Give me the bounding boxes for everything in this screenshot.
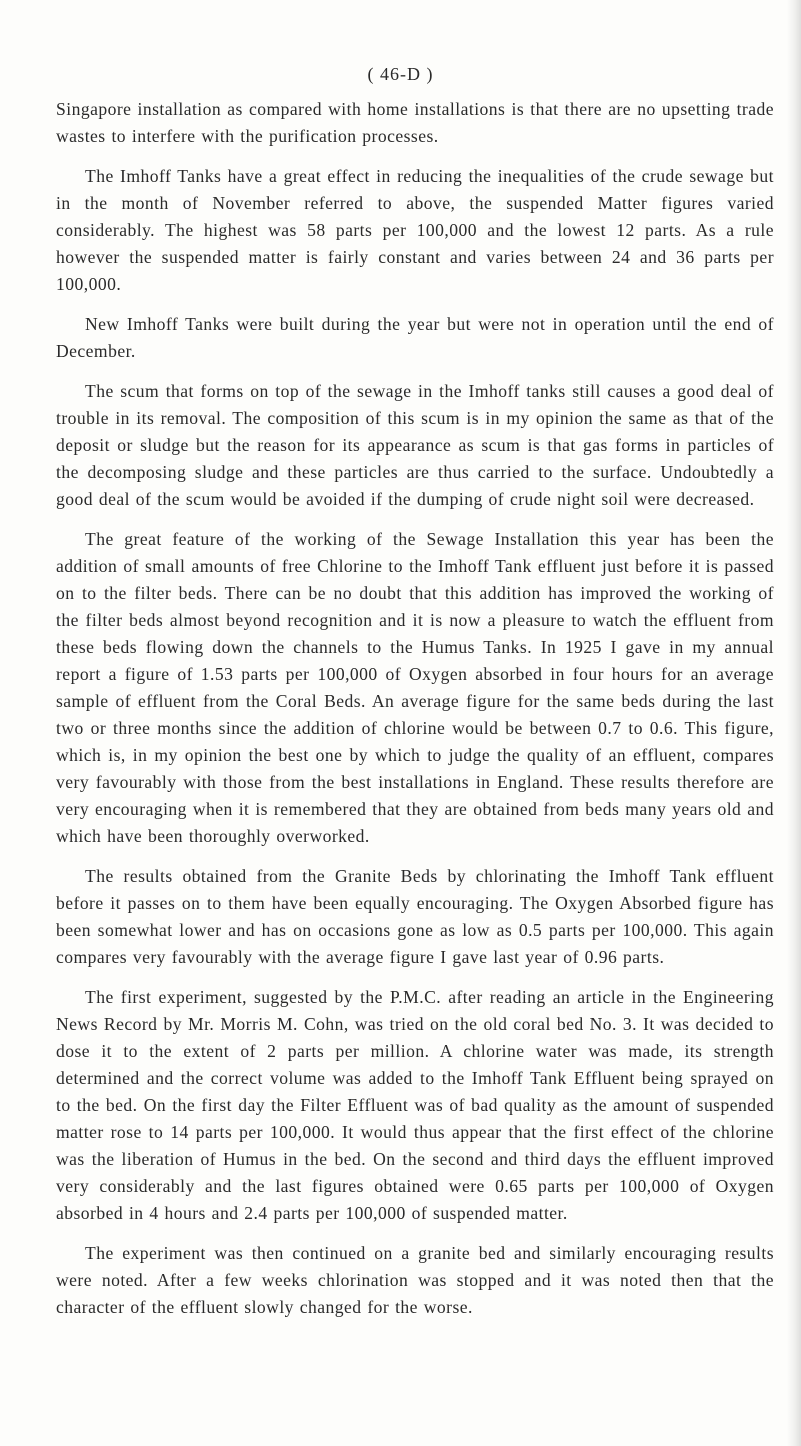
paragraph-continued-experiment: The experiment was then continued on a granite bed and similarly encouraging results were noted. After a few weeks chlorination was stopped and it was noted then that the character of the effluent slowly changed for the worse. (56, 1243, 774, 1317)
paragraph-continuation: Singapore installation as compared with home installations is that there are no upsetting trade wastes to interfere with the purification processes. (56, 99, 774, 146)
paragraph-chlorine-feature: The great feature of the working of the Sewage Installation this year has been the addition of small amounts of free Chlorine to the Imhoff Tank effluent just before it is passed on to the filter beds. There can be no doubt that this addition has improved the working of the filter beds almost beyond recognition and it is now a pleasure to watch the effluent from these beds flowing down the channels to the Humus Tanks. In 1925 I gave in my annual report a figure of 1.53 parts per 100,000 of Oxygen absorbed in four hours for an average sample of effluent from the Coral Beds. An average figure for the same beds during the last two or three months since the addition of chlorine would be between 0.7 to 0.6. This figure, which is, in my opinion the best one by which to judge the quality of an effluent, compares very favourably with those from the best installations in England. These results therefore are very encouraging when it is remembered that they are obtained from beds many years old and which have been thoroughly overworked. (56, 529, 774, 846)
page-number-header: ( 46-D ) (367, 64, 434, 84)
paragraph-new-tanks: New Imhoff Tanks were built during the year but were not in operation until the end of December. (56, 314, 774, 361)
paragraph-granite-beds: The results obtained from the Granite Beds by chlorinating the Imhoff Tank effluent before it passes on to them have been equally encouraging. The Oxygen Absorbed figure has been somewhat lower and has on occasions gone as low as 0.5 parts per 100,000. This again compares very favourably with the average figure I gave last year of 0.96 parts. (56, 866, 774, 967)
paragraph-scum: The scum that forms on top of the sewage in the Imhoff tanks still causes a good deal of trouble in its removal. The composition of this scum is in my opinion the same as that of the deposit or sludge but the reason for its appearance as scum is that gas forms in particles of the decomposing sludge and these particles are thus carried to the surface. Undoubtedly a good deal of the scum would be avoided if the dumping of crude night soil were decreased. (56, 381, 774, 509)
document-body (56, 96, 774, 1334)
page-edge-shadow (787, 0, 801, 1446)
paragraph-imhoff-tanks: The Imhoff Tanks have a great effect in reducing the inequalities of the crude sewage but in the month of November referred to above, the suspended Matter figures varied considerably. The highest was 58 parts per 100,000 and the lowest 12 parts. As a rule however the suspended matter is fairly constant and varies between 24 and 36 parts per 100,000. (56, 166, 774, 294)
paragraph-first-experiment: The first experiment, suggested by the P.M.C. after reading an article in the Engineering News Record by Mr. Morris M. Cohn, was tried on the old coral bed No. 3. It was decided to dose it to the extent of 2 parts per million. A chlorine water was made, its strength determined and the correct volume was added to the Imhoff Tank Effluent being sprayed on to the bed. On the first day the Filter Effluent was of bad quality as the amount of suspended matter rose to 14 parts per 100,000. It would thus appear that the first effect of the chlorine was the liberation of Humus in the bed. On the second and third days the effluent improved very considerably and the last figures obtained were 0.65 parts per 100,000 of Oxygen absorbed in 4 hours and 2.4 parts per 100,000 of suspended matter. (56, 987, 774, 1223)
